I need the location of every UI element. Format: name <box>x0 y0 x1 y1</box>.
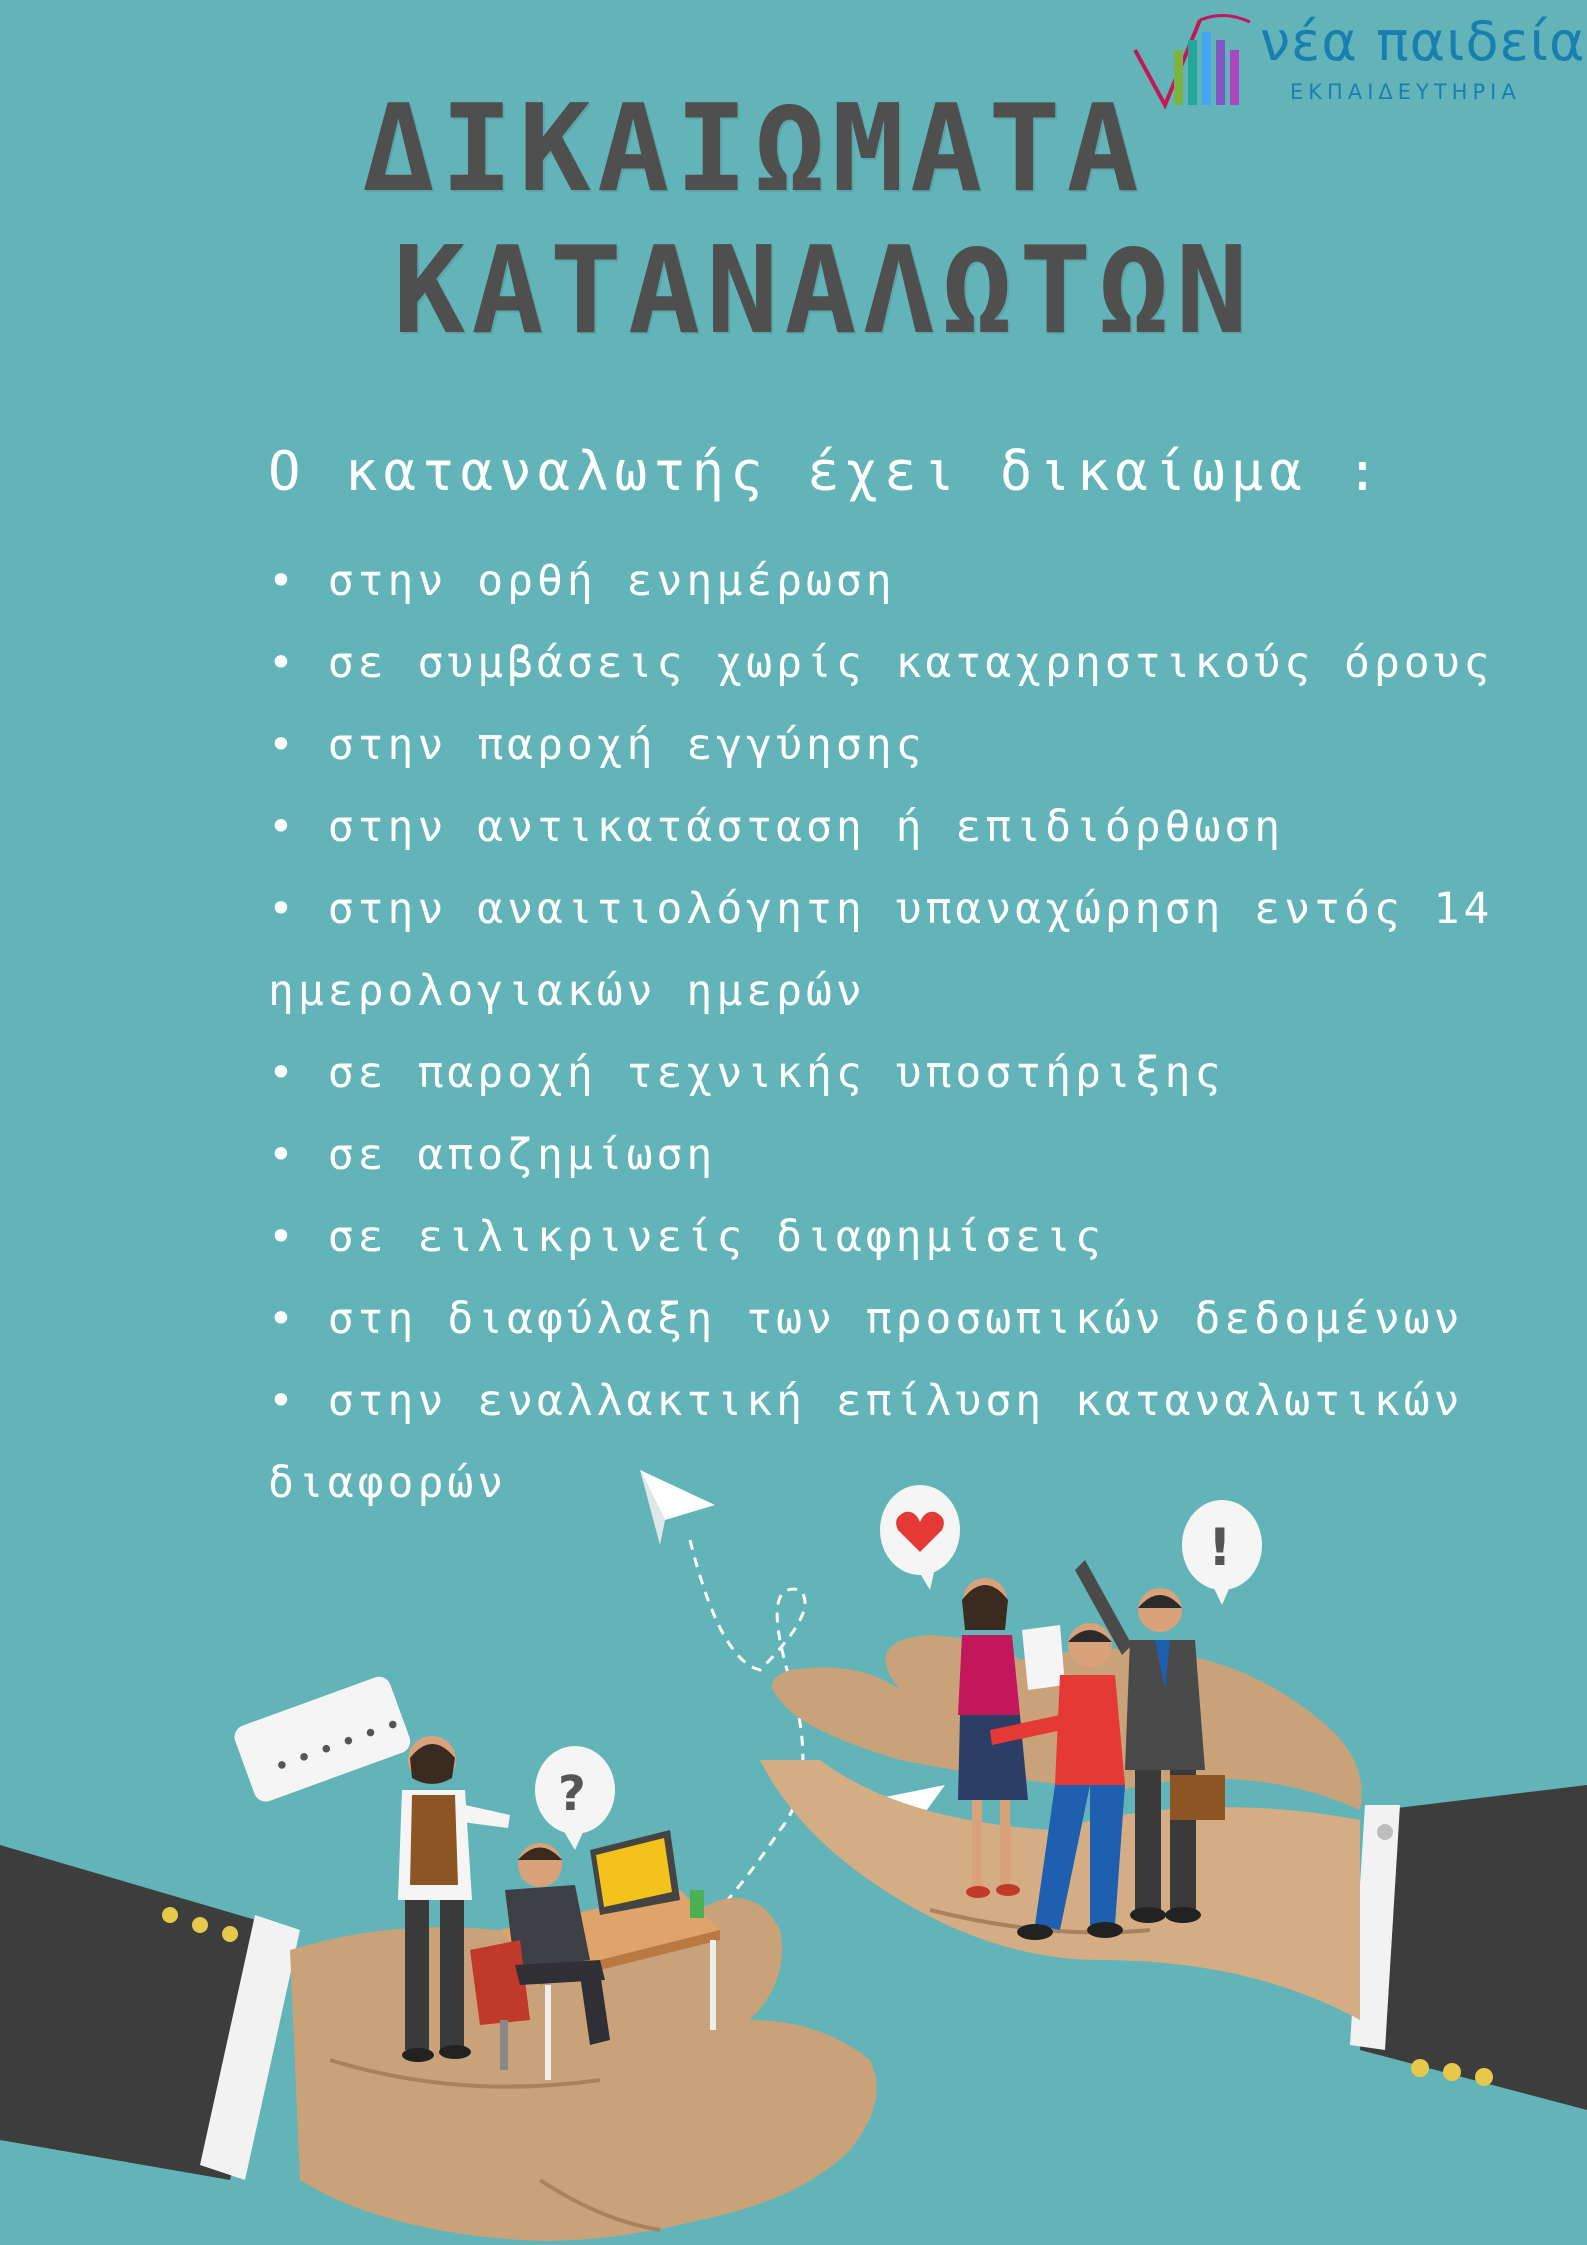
list-item: • σε ειλικρινείς διαφημίσεις <box>268 1212 1105 1262</box>
list-item: • στην αναιτιολόγητη υπαναχώρηση εντός 14 <box>268 884 1494 934</box>
left-hand <box>0 1845 877 2241</box>
list-item: • σε συμβάσεις χωρίς καταχρηστικούς όρους <box>268 638 1494 688</box>
list-item: • σε παροχή τεχνικής υποστήριξης <box>268 1048 1225 1098</box>
list-item: διαφορών <box>268 1458 508 1508</box>
list-item: • στην αντικατάσταση ή επιδιόρθωση <box>268 802 1285 852</box>
question-icon <box>535 1746 615 1850</box>
dashed-path <box>690 1540 805 1930</box>
briefcase-icon <box>1170 1775 1225 1820</box>
lead-text: Ο καταναλωτής έχει δικαίωμα : <box>268 440 1385 503</box>
list-item: • στην εναλλακτική επίλυση καταναλωτικών <box>268 1376 1464 1426</box>
heart-icon <box>880 1485 960 1590</box>
svg-text:!: ! <box>1208 1518 1232 1578</box>
speech-bubble-dots: • • • • • • <box>270 1709 406 1784</box>
exclamation-icon <box>1182 1500 1262 1605</box>
page-title-line1: ΔΙΚΑΙΩΜΑΤΑ <box>362 80 1145 219</box>
hands-illustration <box>0 1460 1587 2245</box>
list-item: • στη διαφύλαξη των προσωπικών δεδομένων <box>268 1294 1464 1344</box>
page-title-line2: ΚΑΤΑΝΑΛΩΤΩΝ <box>393 222 1254 361</box>
list-item: • στην παροχή εγγύησης <box>268 720 926 770</box>
list-item: • στην ορθή ενημέρωση <box>268 556 896 606</box>
logo-subtitle: ΕΚΠΑΙΔΕΥΤΗΡΙΑ <box>1290 80 1521 104</box>
logo-name: νέα παιδεία <box>1260 10 1586 73</box>
speech-bubble <box>231 1673 413 1805</box>
list-item: ημερολογιακών ημερών <box>268 966 866 1016</box>
paper-plane-icon <box>640 1470 715 1545</box>
list-item: • σε αποζημίωση <box>268 1130 717 1180</box>
rights-list <box>268 540 1494 1524</box>
svg-text:?: ? <box>558 1766 586 1822</box>
